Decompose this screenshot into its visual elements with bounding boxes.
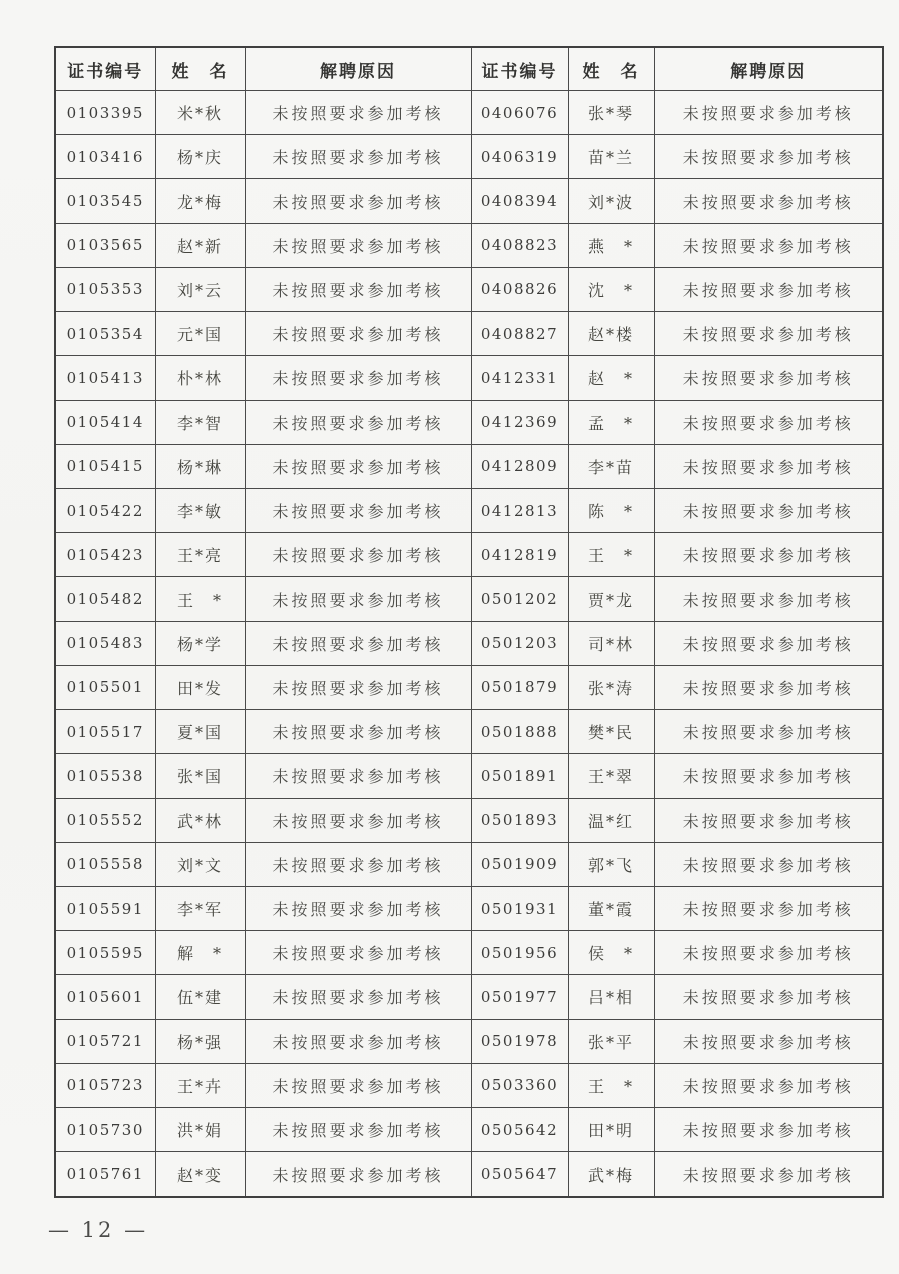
reason-cell: 未按照要求参加考核	[654, 798, 883, 842]
cert-number-cell: 0412819	[471, 533, 568, 577]
name-cell: 沈 *	[568, 267, 654, 311]
name-cell: 李*苗	[568, 444, 654, 488]
name-cell: 赵*新	[155, 223, 245, 267]
name-cell: 贾*龙	[568, 577, 654, 621]
cert-number-cell: 0105353	[55, 267, 155, 311]
name-cell: 龙*梅	[155, 179, 245, 223]
reason-cell: 未按照要求参加考核	[654, 135, 883, 179]
name-cell: 刘*波	[568, 179, 654, 223]
reason-cell: 未按照要求参加考核	[245, 665, 471, 709]
name-cell: 赵*楼	[568, 312, 654, 356]
reason-cell: 未按照要求参加考核	[654, 842, 883, 886]
name-cell: 李*智	[155, 400, 245, 444]
cert-number-cell: 0105354	[55, 312, 155, 356]
cert-number-cell: 0501909	[471, 842, 568, 886]
cert-number-cell: 0501202	[471, 577, 568, 621]
table-row	[55, 842, 883, 886]
reason-cell: 未按照要求参加考核	[245, 886, 471, 930]
reason-cell: 未按照要求参加考核	[654, 577, 883, 621]
name-cell: 王 *	[568, 1063, 654, 1107]
cert-number-cell: 0105761	[55, 1152, 155, 1197]
reason-cell: 未按照要求参加考核	[245, 754, 471, 798]
table-row	[55, 179, 883, 223]
cert-number-cell: 0412813	[471, 488, 568, 532]
name-cell: 洪*娟	[155, 1108, 245, 1152]
cert-number-cell: 0105601	[55, 975, 155, 1019]
table-row	[55, 1019, 883, 1063]
cert-number-cell: 0103395	[55, 91, 155, 135]
reason-cell: 未按照要求参加考核	[245, 179, 471, 223]
reason-cell: 未按照要求参加考核	[245, 444, 471, 488]
table-row	[55, 400, 883, 444]
cert-number-cell: 0103545	[55, 179, 155, 223]
reason-header: 解聘原因	[245, 47, 471, 91]
cert-number-cell: 0105423	[55, 533, 155, 577]
cert-number-cell: 0408394	[471, 179, 568, 223]
name-cell: 朴*林	[155, 356, 245, 400]
name-cell: 樊*民	[568, 710, 654, 754]
name-cell: 王*卉	[155, 1063, 245, 1107]
name-cell: 李*军	[155, 886, 245, 930]
reason-cell: 未按照要求参加考核	[654, 312, 883, 356]
cert-number-cell: 0501978	[471, 1019, 568, 1063]
cert-number-cell: 0501879	[471, 665, 568, 709]
name-cell: 张*国	[155, 754, 245, 798]
name-cell: 王*亮	[155, 533, 245, 577]
cert-number-cell: 0408827	[471, 312, 568, 356]
cert-number-cell: 0105721	[55, 1019, 155, 1063]
table-row	[55, 798, 883, 842]
cert-number-cell: 0412809	[471, 444, 568, 488]
name-cell: 赵*变	[155, 1152, 245, 1197]
cert-number-header: 证书编号	[55, 47, 155, 91]
name-cell: 米*秋	[155, 91, 245, 135]
name-cell: 夏*国	[155, 710, 245, 754]
cert-number-cell: 0505647	[471, 1152, 568, 1197]
name-cell: 董*霞	[568, 886, 654, 930]
table-row	[55, 223, 883, 267]
table-row	[55, 665, 883, 709]
reason-cell: 未按照要求参加考核	[654, 488, 883, 532]
cert-number-cell: 0105552	[55, 798, 155, 842]
cert-number-cell: 0105558	[55, 842, 155, 886]
table-row	[55, 356, 883, 400]
table-row	[55, 267, 883, 311]
reason-cell: 未按照要求参加考核	[654, 223, 883, 267]
reason-cell: 未按照要求参加考核	[245, 975, 471, 1019]
table-row	[55, 533, 883, 577]
name-cell: 赵 *	[568, 356, 654, 400]
name-cell: 司*林	[568, 621, 654, 665]
reason-cell: 未按照要求参加考核	[654, 665, 883, 709]
reason-cell: 未按照要求参加考核	[654, 1152, 883, 1197]
cert-number-cell: 0412369	[471, 400, 568, 444]
cert-number-cell: 0105414	[55, 400, 155, 444]
name-cell: 郭*飞	[568, 842, 654, 886]
name-cell: 杨*强	[155, 1019, 245, 1063]
table-row	[55, 886, 883, 930]
name-cell: 元*国	[155, 312, 245, 356]
name-cell: 燕 *	[568, 223, 654, 267]
reason-header: 解聘原因	[654, 47, 883, 91]
reason-cell: 未按照要求参加考核	[654, 444, 883, 488]
cert-number-cell: 0105723	[55, 1063, 155, 1107]
name-cell: 李*敏	[155, 488, 245, 532]
reason-cell: 未按照要求参加考核	[654, 533, 883, 577]
table-row	[55, 1152, 883, 1197]
reason-cell: 未按照要求参加考核	[245, 577, 471, 621]
cert-number-cell: 0105538	[55, 754, 155, 798]
table-row	[55, 444, 883, 488]
reason-cell: 未按照要求参加考核	[654, 1108, 883, 1152]
cert-number-cell: 0105591	[55, 886, 155, 930]
name-cell: 张*平	[568, 1019, 654, 1063]
cert-number-cell: 0103416	[55, 135, 155, 179]
name-cell: 田*明	[568, 1108, 654, 1152]
reason-cell: 未按照要求参加考核	[654, 754, 883, 798]
reason-cell: 未按照要求参加考核	[245, 223, 471, 267]
cert-number-cell: 0505642	[471, 1108, 568, 1152]
name-cell: 吕*相	[568, 975, 654, 1019]
cert-number-cell: 0501931	[471, 886, 568, 930]
reason-cell: 未按照要求参加考核	[654, 400, 883, 444]
table-row	[55, 754, 883, 798]
name-cell: 王 *	[568, 533, 654, 577]
reason-cell: 未按照要求参加考核	[245, 1108, 471, 1152]
dismissal-table	[54, 46, 884, 1198]
table-row	[55, 488, 883, 532]
cert-number-cell: 0105501	[55, 665, 155, 709]
name-cell: 杨*琳	[155, 444, 245, 488]
reason-cell: 未按照要求参加考核	[245, 400, 471, 444]
reason-cell: 未按照要求参加考核	[245, 91, 471, 135]
name-cell: 陈 *	[568, 488, 654, 532]
reason-cell: 未按照要求参加考核	[654, 267, 883, 311]
table-row	[55, 91, 883, 135]
cert-number-cell: 0408826	[471, 267, 568, 311]
cert-number-cell: 0501203	[471, 621, 568, 665]
table-row	[55, 975, 883, 1019]
cert-number-cell: 0412331	[471, 356, 568, 400]
cert-number-cell: 0501891	[471, 754, 568, 798]
table-row	[55, 135, 883, 179]
cert-number-cell: 0105517	[55, 710, 155, 754]
reason-cell: 未按照要求参加考核	[245, 1152, 471, 1197]
name-cell: 解 *	[155, 931, 245, 975]
name-cell: 杨*学	[155, 621, 245, 665]
name-cell: 张*琴	[568, 91, 654, 135]
reason-cell: 未按照要求参加考核	[245, 135, 471, 179]
reason-cell: 未按照要求参加考核	[245, 931, 471, 975]
name-cell: 刘*云	[155, 267, 245, 311]
reason-cell: 未按照要求参加考核	[654, 975, 883, 1019]
table-row	[55, 1063, 883, 1107]
reason-cell: 未按照要求参加考核	[654, 91, 883, 135]
table-row	[55, 312, 883, 356]
reason-cell: 未按照要求参加考核	[245, 533, 471, 577]
table-body	[55, 91, 883, 1198]
cert-number-cell: 0408823	[471, 223, 568, 267]
reason-cell: 未按照要求参加考核	[654, 621, 883, 665]
name-cell: 温*红	[568, 798, 654, 842]
reason-cell: 未按照要求参加考核	[654, 179, 883, 223]
cert-number-cell: 0105482	[55, 577, 155, 621]
name-cell: 武*梅	[568, 1152, 654, 1197]
reason-cell: 未按照要求参加考核	[245, 312, 471, 356]
reason-cell: 未按照要求参加考核	[654, 710, 883, 754]
cert-number-cell: 0105415	[55, 444, 155, 488]
cert-number-cell: 0105730	[55, 1108, 155, 1152]
cert-number-cell: 0501888	[471, 710, 568, 754]
name-cell: 刘*文	[155, 842, 245, 886]
cert-number-cell: 0503360	[471, 1063, 568, 1107]
name-cell: 孟 *	[568, 400, 654, 444]
reason-cell: 未按照要求参加考核	[245, 710, 471, 754]
reason-cell: 未按照要求参加考核	[245, 267, 471, 311]
cert-number-cell: 0105595	[55, 931, 155, 975]
cert-number-cell: 0501956	[471, 931, 568, 975]
cert-number-cell: 0105422	[55, 488, 155, 532]
cert-number-cell: 0406319	[471, 135, 568, 179]
table-row	[55, 710, 883, 754]
name-header: 姓 名	[568, 47, 654, 91]
table-header-row	[55, 47, 883, 91]
name-cell: 王 *	[155, 577, 245, 621]
cert-number-cell: 0105483	[55, 621, 155, 665]
reason-cell: 未按照要求参加考核	[245, 488, 471, 532]
cert-number-cell: 0105413	[55, 356, 155, 400]
cert-number-cell: 0501893	[471, 798, 568, 842]
cert-number-cell: 0103565	[55, 223, 155, 267]
cert-number-cell: 0406076	[471, 91, 568, 135]
name-cell: 田*发	[155, 665, 245, 709]
name-cell: 苗*兰	[568, 135, 654, 179]
reason-cell: 未按照要求参加考核	[245, 1019, 471, 1063]
table-row	[55, 931, 883, 975]
name-header: 姓 名	[155, 47, 245, 91]
reason-cell: 未按照要求参加考核	[654, 886, 883, 930]
table-row	[55, 621, 883, 665]
reason-cell: 未按照要求参加考核	[245, 798, 471, 842]
reason-cell: 未按照要求参加考核	[245, 356, 471, 400]
name-cell: 杨*庆	[155, 135, 245, 179]
name-cell: 侯 *	[568, 931, 654, 975]
reason-cell: 未按照要求参加考核	[654, 1063, 883, 1107]
reason-cell: 未按照要求参加考核	[245, 621, 471, 665]
name-cell: 王*翠	[568, 754, 654, 798]
table-row	[55, 1108, 883, 1152]
cert-number-header: 证书编号	[471, 47, 568, 91]
cert-number-cell: 0501977	[471, 975, 568, 1019]
name-cell: 张*涛	[568, 665, 654, 709]
reason-cell: 未按照要求参加考核	[245, 1063, 471, 1107]
reason-cell: 未按照要求参加考核	[654, 356, 883, 400]
page-number: — 12 —	[48, 1218, 149, 1242]
reason-cell: 未按照要求参加考核	[654, 1019, 883, 1063]
reason-cell: 未按照要求参加考核	[245, 842, 471, 886]
name-cell: 武*林	[155, 798, 245, 842]
name-cell: 伍*建	[155, 975, 245, 1019]
reason-cell: 未按照要求参加考核	[654, 931, 883, 975]
table-row	[55, 577, 883, 621]
